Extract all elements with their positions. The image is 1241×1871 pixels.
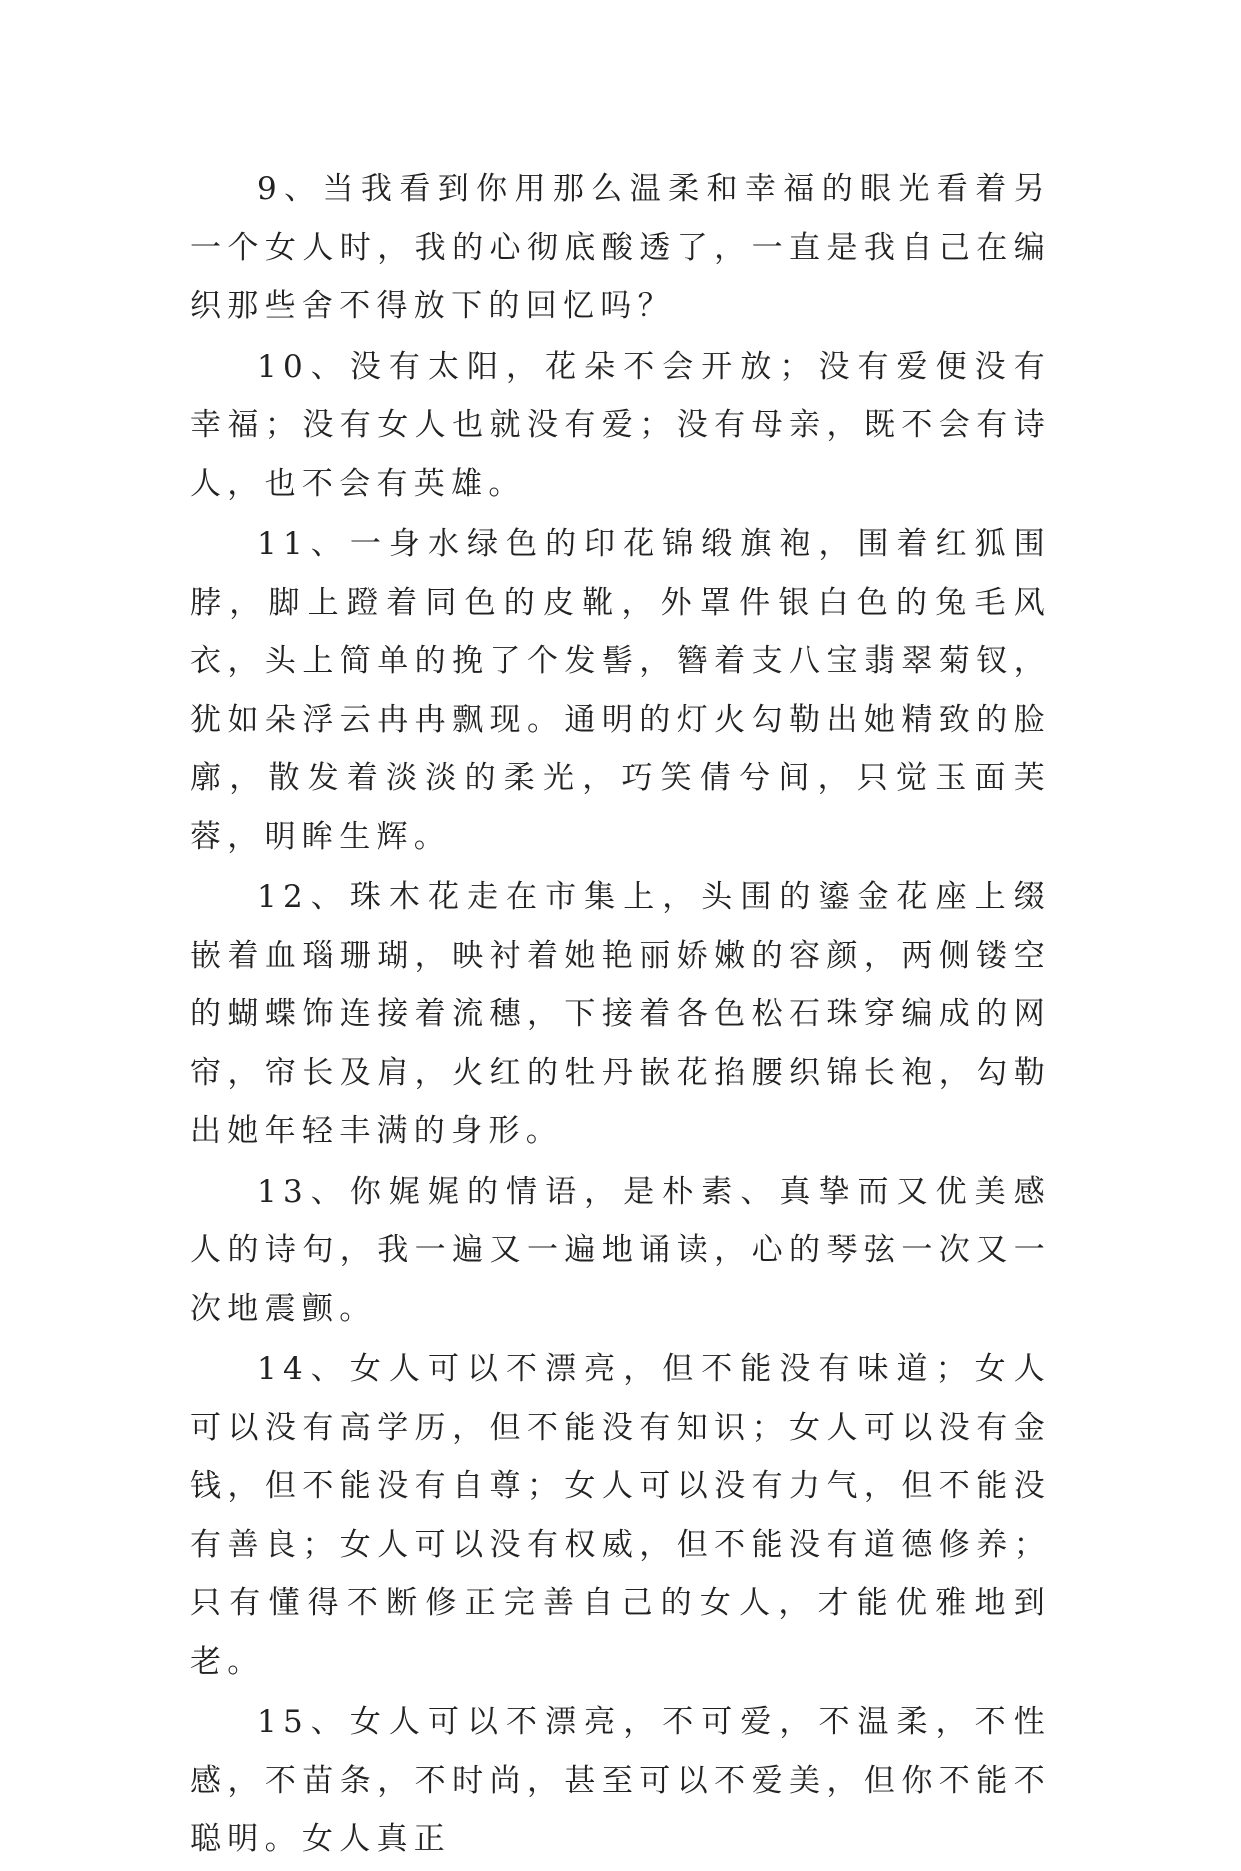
paragraph-9: 9、当我看到你用那么温柔和幸福的眼光看着另一个女人时，我的心彻底酸透了，一直是我自己在编织那些舍不得放下的回忆吗？	[190, 171, 1051, 324]
document-body	[190, 160, 1051, 1871]
paragraph-10: 10、没有太阳，花朵不会开放；没有爱便没有幸福；没有女人也就没有爱；没有母亲，既不会有诗人，也不会有英雄。	[190, 348, 1051, 502]
paragraph-12: 12、珠木花走在市集上，头围的鎏金花座上缀嵌着血瑙珊瑚，映衬着她艳丽娇嫩的容颜，两侧镂空的蝴蝶饰连接着流穗，下接着各色松石珠穿编成的网帘，帘长及肩，火红的牡丹嵌花掐腰织锦长袍，勾勒出她年轻丰满的身形。	[190, 879, 1051, 1149]
paragraph-13: 13、你娓娓的情语，是朴素、真挚而又优美感人的诗句，我一遍又一遍地诵读，心的琴弦一次又一次地震颤。	[190, 1173, 1051, 1327]
paragraph-11: 11、一身水绿色的印花锦缎旗袍，围着红狐围脖，脚上蹬着同色的皮靴，外罩件银白色的兔毛风衣，头上简单的挽了个发髻，簪着支八宝翡翠菊钗，犹如朵浮云冉冉飘现。通明的灯火勾勒出她精致的脸廓，散发着淡淡的柔光，巧笑倩兮间，只觉玉面芙蓉，明眸生辉。	[190, 526, 1051, 855]
paragraph-15: 15、女人可以不漂亮，不可爱，不温柔，不性感，不苗条，不时尚，甚至可以不爱美，但你不能不聪明。女人真正	[190, 1704, 1051, 1857]
paragraph-14: 14、女人可以不漂亮，但不能没有味道；女人可以没有高学历，但不能没有知识；女人可以没有金钱，但不能没有自尊；女人可以没有力气，但不能没有善良；女人可以没有权威，但不能没有道德修养；只有懂得不断修正完善自己的女人，才能优雅地到老。	[190, 1351, 1051, 1680]
